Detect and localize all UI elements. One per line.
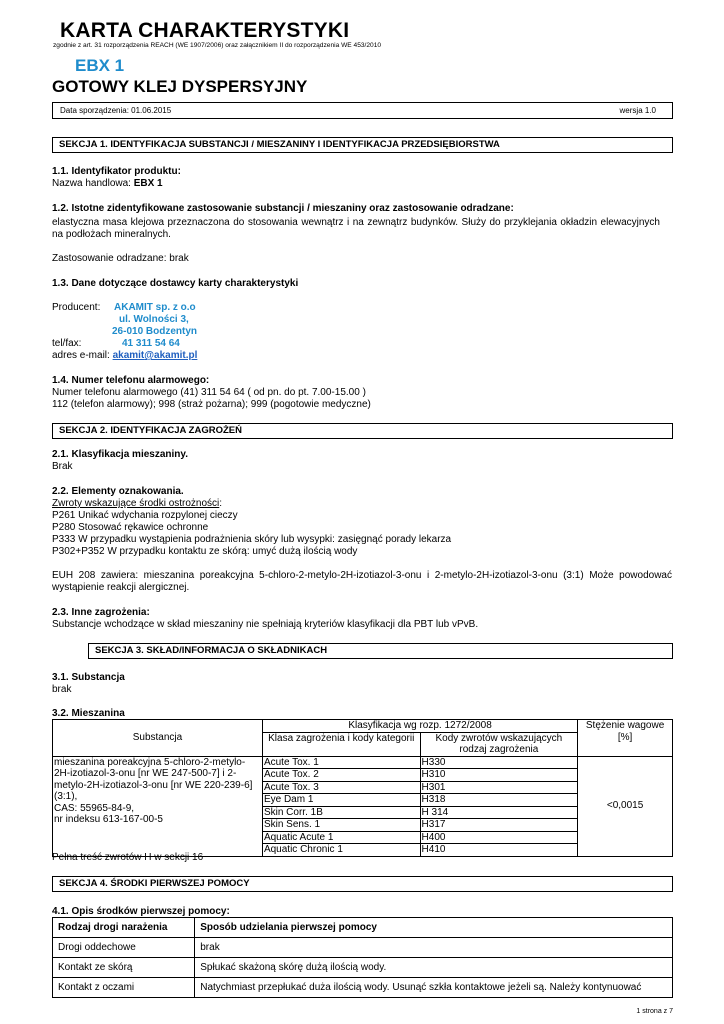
p280-statement: P280 Stosować rękawice ochronne [52, 522, 209, 533]
heading-3-1: 3.1. Substancja [52, 672, 125, 683]
h-statements-note: Pełna treść zwrotów H w sekcji 16 [52, 852, 204, 863]
section-2-heading: SEKCJA 2. IDENTYFIKACJA ZAGROŻEŃ [52, 423, 673, 439]
product-name: GOTOWY KLEJ DYSPERSYJNY [52, 77, 308, 96]
heading-1-3: 1.3. Dane dotyczące dostawcy karty charakterystyki [52, 278, 299, 289]
p261-statement: P261 Unikać wdychania rozpylonej cieczy [52, 510, 238, 521]
trade-name-value: EBX 1 [133, 178, 163, 189]
telfax-value: 41 311 54 64 [122, 338, 180, 349]
table-header-row [53, 918, 673, 938]
producer-street: ul. Wolności 3, [119, 314, 189, 325]
document-subtitle: zgodnie z art. 31 rozporządzenia REACH (WE 1907/2006) oraz załącznikiem II do rozporządzenia WE 453/2010 [53, 42, 382, 49]
date-version-box [52, 102, 673, 119]
header-class-codes: Klasa zagrożenia i kody kategorii [262, 732, 420, 756]
section-3-heading: SEKCJA 3. SKŁAD/INFORMACJA O SKŁADNIKACH [88, 643, 673, 659]
document-title: KARTA CHARAKTERYSTYKI [60, 19, 350, 42]
substance-value: brak [52, 684, 72, 695]
alarm-phone-2: 112 (telefon alarmowy); 998 (straż pożarna); 999 (pogotowie medyczne) [52, 399, 371, 410]
heading-3-2: 3.2. Mieszanina [52, 708, 125, 719]
producer-name: AKAMIT sp. z o.o [114, 302, 196, 313]
table-row [53, 978, 673, 998]
other-hazards: Substancje wchodzące w skład mieszaniny nie spełniają kryteriów klasyfikacji dla PBT lub vPvB. [52, 619, 479, 630]
route-cell: Kontakt ze skórą [53, 958, 195, 978]
hcode-cell: H330 H310 H301 H318 H 314 H317 H400 H410 [420, 756, 578, 856]
section-1-heading: SEKCJA 1. IDENTYFIKACJA SUBSTANCJI / MIESZANINY I IDENTYFIKACJA PRZEDSIĘBIORSTWA [52, 137, 673, 153]
trade-name-label: Nazwa handlowa: [52, 178, 134, 189]
composition-table [52, 719, 673, 857]
use-description: elastyczna masa klejowa przeznaczona do stosowania wewnątrz i na zewnątrz budynków. Służy do przyklejania okładzin elewacyjnych na podłożach mineralnych. [52, 217, 660, 240]
header-method: Sposób udzielania pierwszej pomocy [195, 918, 673, 938]
producer-label: Producent: [52, 302, 101, 313]
first-aid-table [52, 917, 673, 998]
page-number: 1 strona z 7 [636, 1008, 673, 1015]
producer-city: 26-010 Bodzentyn [112, 326, 198, 337]
class-cell: Acute Tox. 1 Acute Tox. 2 Acute Tox. 3 Eye Dam 1 Skin Corr. 1B Skin Sens. 1 Aquatic Acute 1 Aquatic Chronic 1 [262, 756, 420, 856]
table-header-row [53, 720, 673, 733]
preparation-date: Data sporządzenia: 01.06.2015 [60, 106, 172, 115]
telfax-label: tel/fax: [52, 338, 82, 349]
header-h-codes: Kody zwrotów wskazujących rodzaj zagrożenia [420, 732, 578, 756]
heading-1-1: 1.1. Identyfikator produktu: [52, 166, 181, 177]
heading-2-3: 2.3. Inne zagrożenia: [52, 607, 150, 618]
route-cell: Kontakt z oczami [53, 978, 195, 998]
product-code: EBX 1 [75, 56, 125, 75]
discouraged-use: Zastosowanie odradzane: brak [52, 253, 189, 264]
classification-value: Brak [52, 461, 73, 472]
method-cell: brak [195, 938, 673, 958]
header-route: Rodzaj drogi narażenia [53, 918, 195, 938]
heading-2-2: 2.2. Elementy oznakowania. [52, 486, 184, 497]
email-link[interactable]: akamit@akamit.pl [112, 350, 198, 361]
table-row [53, 756, 673, 856]
version: wersja 1.0 [619, 106, 656, 115]
method-cell: Natychmiast przepłukać duża ilością wody. Usunąć szkła kontaktowe jeżeli są. Należy kontynuować [195, 978, 673, 998]
heading-2-1: 2.1. Klasyfikacja mieszaniny. [52, 449, 189, 460]
header-substance: Substancja [53, 720, 263, 757]
substance-cell: mieszanina poreakcyjna 5-chloro-2-metylo- 2H-izotiazol-3-onu [nr WE 247-500-7] i 2- metylo-2H-izotiazol-3-onu [nr WE 220-239-6] (3:1), CAS: 55965-84-9, nr indeksu 613-167-00-5 [53, 756, 263, 856]
table-row [53, 958, 673, 978]
header-classification: Klasyfikacja wg rozp. 1272/2008 [262, 720, 577, 733]
euh208-statement: EUH 208 zawiera: mieszanina poreakcyjna 5-chloro-2-metylo-2H-izotiazol-3-onu i 2-metylo-2H-izotiazol-3-onu (3:1) Może powodować wystąpienie reakcji alergicznej. [52, 570, 672, 593]
heading-1-4: 1.4. Numer telefonu alarmowego: [52, 375, 210, 386]
route-cell: Drogi oddechowe [53, 938, 195, 958]
email-row [52, 350, 197, 362]
table-row [53, 938, 673, 958]
method-cell: Spłukać skażoną skórę dużą ilością wody. [195, 958, 673, 978]
precaution-heading: Zwroty wskazujące środki ostrożności: [52, 498, 223, 509]
trade-name [52, 178, 163, 190]
section-4-heading: SEKCJA 4. ŚRODKI PIERWSZEJ POMOCY [52, 876, 673, 892]
concentration-cell: <0,0015 [578, 756, 673, 856]
p333-statement: P333 W przypadku wystąpienia podrażnienia skóry lub wysypki: zasięgnąć porady lekarza [52, 534, 452, 545]
heading-4-1: 4.1. Opis środków pierwszej pomocy: [52, 906, 230, 917]
email-label: adres e-mail: [52, 350, 113, 361]
p302-statement: P302+P352 W przypadku kontaktu ze skórą: umyć dużą ilością wody [52, 546, 358, 557]
header-concentration: Stężenie wagowe [%] [578, 720, 673, 757]
heading-1-2: 1.2. Istotne zidentyfikowane zastosowanie substancji / mieszaniny oraz zastosowanie odradzane: [52, 203, 514, 214]
alarm-phone-1: Numer telefonu alarmowego (41) 311 54 64 ( od pn. do pt. 7.00-15.00 ) [52, 387, 366, 398]
